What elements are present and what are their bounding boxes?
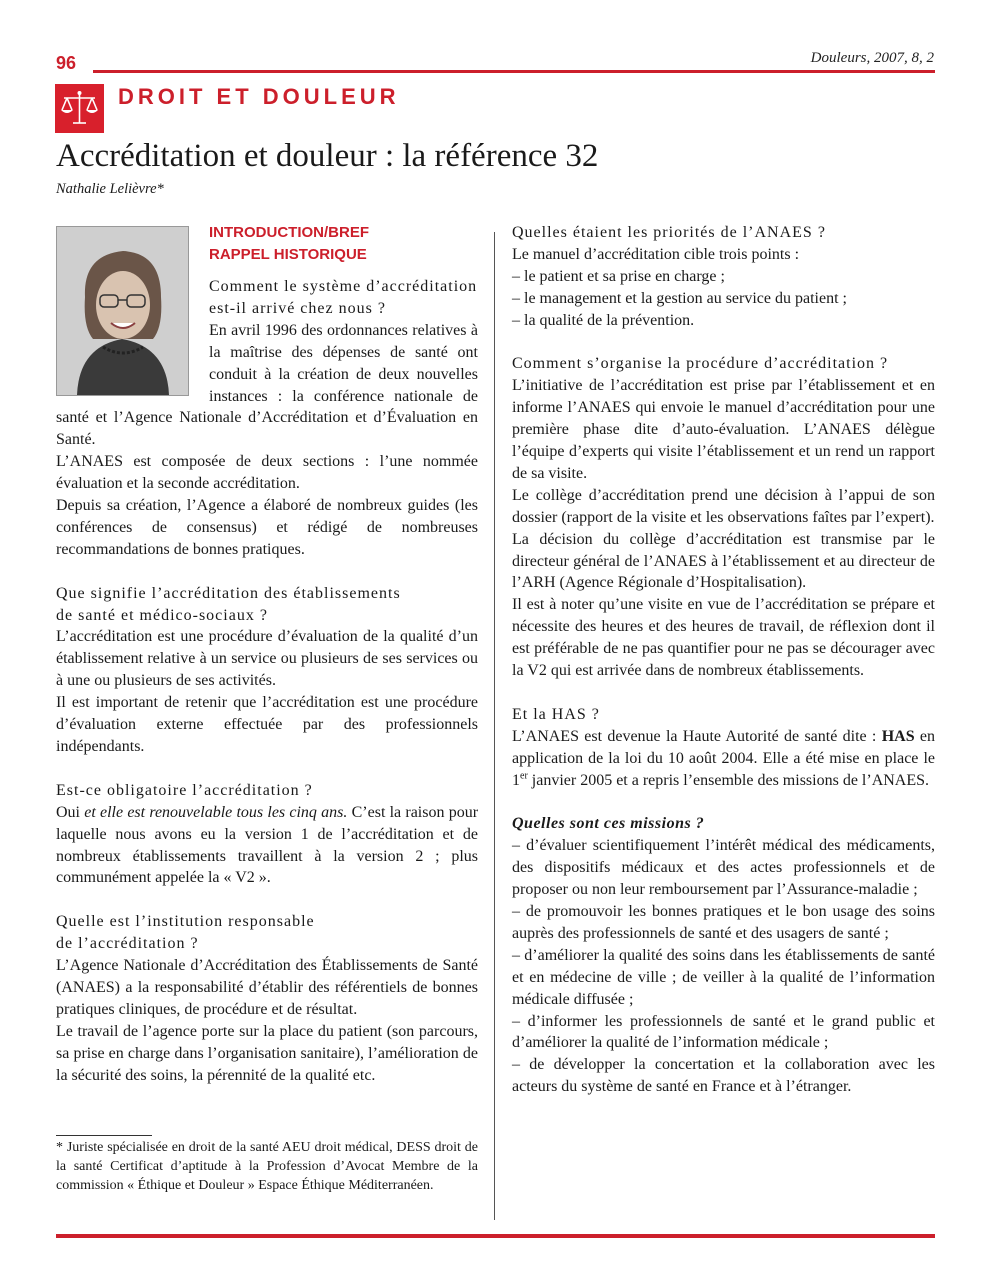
question-heading: Est-ce obligatoire l’accréditation ? <box>56 781 313 799</box>
paragraph: Le manuel d’accréditation cible trois points : <box>512 245 800 263</box>
footnote-rule <box>56 1135 152 1136</box>
paragraph: L’accréditation est une procédure d’évaluation de la qualité d’un établissement relative à un service ou plusieurs de ses services ou à une ou plusieurs de ses activités. <box>56 628 478 690</box>
section-heading-line-2: RAPPEL HISTORIQUE <box>209 246 367 263</box>
list-item: – d’informer les professionnels de santé et le grand public et d’améliorer la qualité de l’information médicale ; <box>512 1012 935 1052</box>
question-heading: Comment le système d’accréditation <box>209 278 478 295</box>
paragraph: La décision du collège d’accréditation est transmise par le directeur général de l’ANAES à l’établissement et au directeur de l’ARH (Agence Régionale d’Hospitalisation). <box>512 530 935 592</box>
paragraph: L’initiative de l’accréditation est prise par l’établissement et en informe l’ANAES qui envoie le manuel d’accréditation pour une première phase dite d’auto-évaluation. L’ANAES délègue l’équipe d’experts qui visite l’établissement et un rend un rapport de sa visite. <box>512 377 935 482</box>
paragraph: Le collège d’accréditation prend une décision à l’appui de son dossier (rapport de la visite et les observations faîtes par l’expert). <box>512 486 935 526</box>
right-column <box>512 222 935 1098</box>
paragraph-body: janvier 2005 et a repris l’ensemble des missions de l’ANAES. <box>531 771 930 789</box>
left-column <box>56 222 478 1086</box>
list-item: – de développer la concertation et la collaboration avec les acteurs du système de santé en France et à l’étranger. <box>512 1056 935 1096</box>
rubric-title: DROIT ET DOULEUR <box>118 84 400 109</box>
paragraph <box>56 802 478 890</box>
journal-reference: Douleurs, 2007, 8, 2 <box>810 50 934 66</box>
paragraph: Le travail de l’agence porte sur la place du patient (son parcours, sa prise en charge dans l’organisation sanitaire), l’amélioration de la sécurité des soins, la pérennité de la qualité etc. <box>56 1022 478 1084</box>
question-heading: Quelles étaient les priorités de l’ANAES ? <box>512 224 826 241</box>
paragraph: En avril 1996 des ordonnances relatives à la maîtrise des dépenses de santé ont conduit à la création de deux nouvelles instances : la conférence nationale de santé et l’Agence Nationale d’Accréditation et d’Évaluation en Santé. <box>56 321 478 449</box>
column-divider <box>494 232 495 1220</box>
article-title: Accréditation et douleur : la référence 32 <box>56 138 599 174</box>
question-heading: Et la HAS ? <box>512 705 600 723</box>
footer-rule <box>56 1234 935 1238</box>
list-item: – d’évaluer scientifiquement l’intérêt médical des médicaments, des dispositifs médicaux et des actes professionnels et de proposer ou non leur remboursement par l’Assurance-maladie ; <box>512 837 935 899</box>
question-heading: Comment s’organise la procédure d’accréditation ? <box>512 355 889 373</box>
header-rule <box>93 70 935 73</box>
paragraph-body: C’est la raison pour laquelle nous avons eu la version 1 de l’accréditation et de nombreux établissements travaillent à la version 2 ; plus communément appelée la « V2 ». <box>56 803 479 887</box>
list-item: – le management et la gestion au service du patient ; <box>512 289 847 307</box>
page-number: 96 <box>56 53 77 73</box>
paragraph: Depuis sa création, l’Agence a élaboré de nombreux guides (les conférences de consensus) et rédigé de nombreuses recommandations de bonnes pratiques. <box>56 497 478 558</box>
list-item: – de promouvoir les bonnes pratiques et le bon usage des soins auprès des professionnels de santé et des usagers de santé ; <box>512 903 935 942</box>
list-item: – d’améliorer la qualité des soins dans les établissements de santé et en médecine de ville ; de veiller à la qualité de l’information médicale diffusée ; <box>512 946 935 1008</box>
author-photo <box>56 226 189 396</box>
paragraph: L’Agence Nationale d’Accréditation des Établissements de Santé (ANAES) a la responsabilité d’établir des référentiels de bonnes pratiques cliniques, de procédure et de résultat. <box>56 957 478 1018</box>
question-heading: Quelle est l’institution responsable <box>56 913 315 931</box>
paragraph: Il est important de retenir que l’accréditation est une procédure d’évaluation externe effectuée par des professionnels indépendants. <box>56 694 478 756</box>
question-heading: Quelles sont ces missions ? <box>512 815 705 833</box>
scales-of-justice-icon <box>55 84 104 133</box>
question-heading: est-il arrivé chez nous ? <box>209 299 386 317</box>
paragraph: Il est à noter qu’une visite en vue de l’accréditation se prépare et nécessite des heures et des heures de travail, de réflexion dont il est préférable de ne pas quantifier pour ne pas se décourager avec la V2 qui est arrivée dans de nombreux établissements. <box>512 596 935 680</box>
list-item: – le patient et sa prise en charge ; <box>512 267 725 285</box>
article-author: Nathalie Lelièvre* <box>56 181 164 197</box>
paragraph-body: en application de la loi du 10 août 2004. Elle a été mise en place le 1 <box>512 727 936 789</box>
list-item: – la qualité de la prévention. <box>512 311 695 329</box>
question-heading: Que signifie l’accréditation des établissements <box>56 584 401 602</box>
has-acronym: HAS <box>881 727 915 745</box>
emphasis-text: et elle est renouvelable tous les cinq ans. <box>84 803 348 821</box>
paragraph-lead: Oui <box>56 803 80 821</box>
question-heading: de santé et médico-sociaux ? <box>56 606 268 624</box>
paragraph-body: L’ANAES est devenue la Haute Autorité de santé dite : <box>512 727 877 745</box>
footnote: * Juriste spécialisée en droit de la santé AEU droit médical, DESS droit de la santé Certificat d’aptitude à la Profession d’Avocat Membre de la commission « Éthique et Douleur » Espace Éthique Méditerranéen. <box>56 1140 478 1193</box>
paragraph <box>512 726 935 792</box>
question-heading: de l’accréditation ? <box>56 935 199 953</box>
section-heading-line-1: INTRODUCTION/BREF <box>209 224 369 241</box>
ordinal-superscript: er <box>520 770 528 782</box>
paragraph: L’ANAES est composée de deux sections : l’une nommée évaluation et la seconde accréditation. <box>56 453 478 493</box>
